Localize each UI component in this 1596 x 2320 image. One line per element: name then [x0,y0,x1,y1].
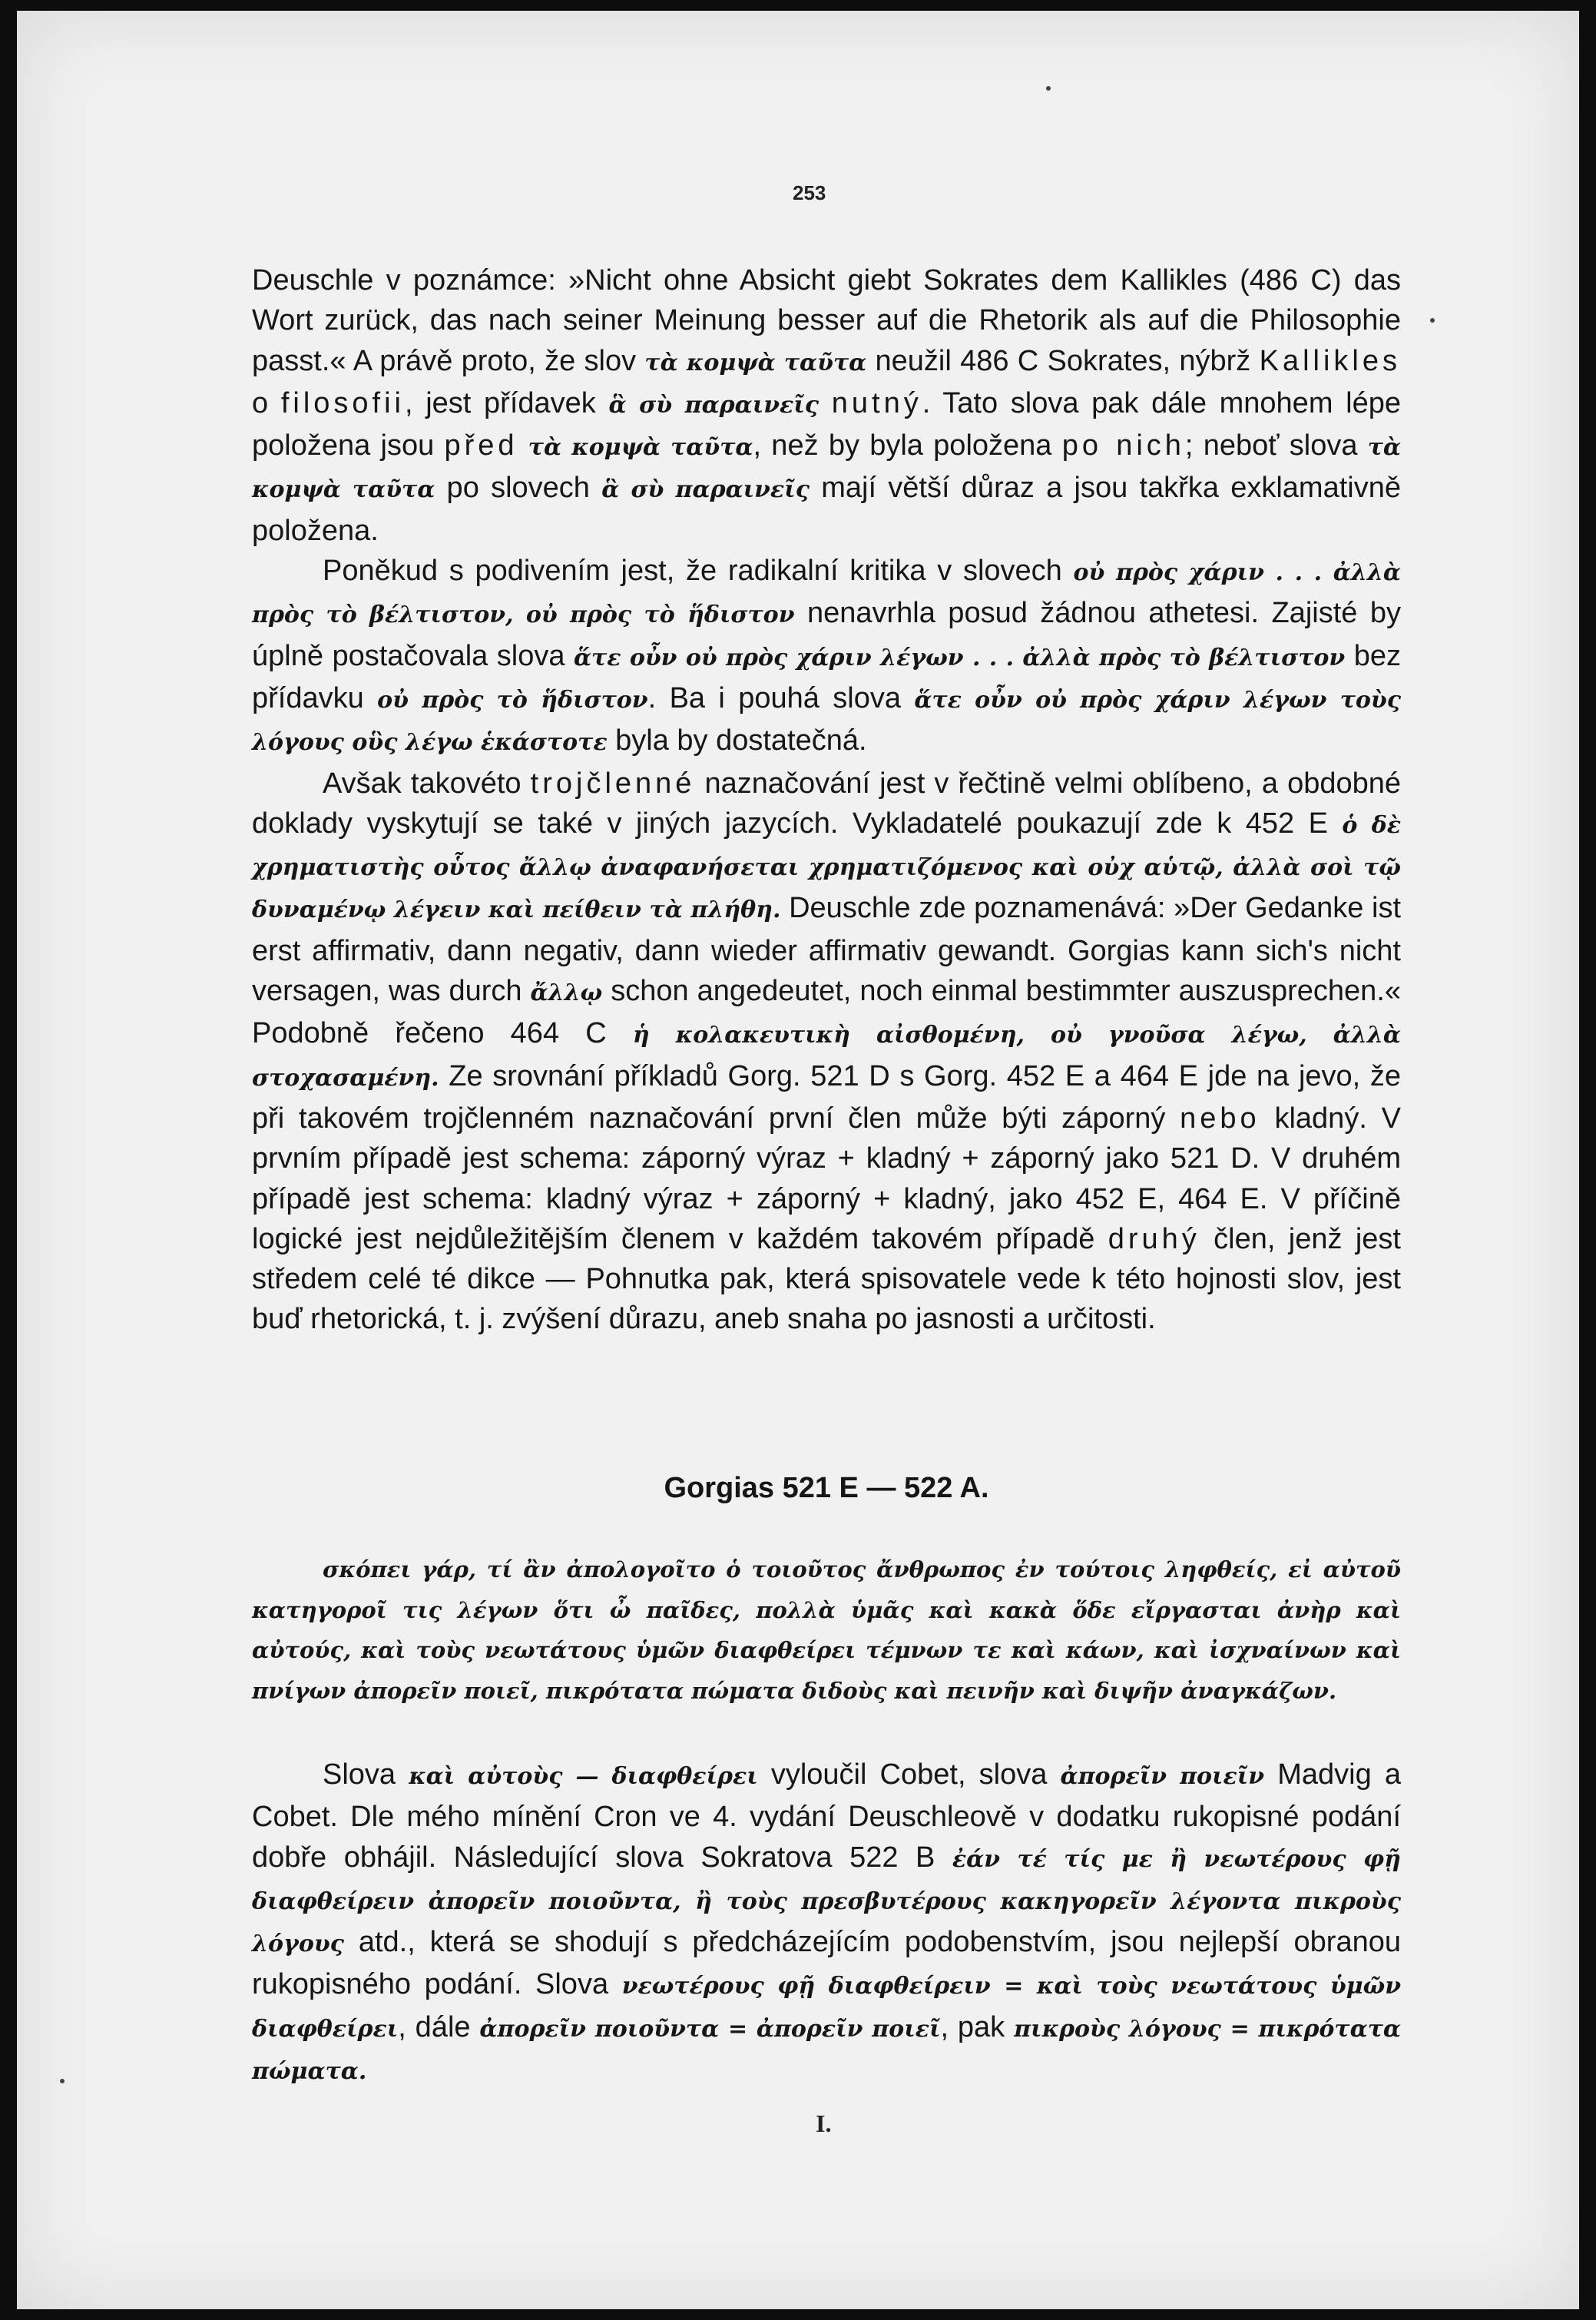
text-run: , dále [398,2010,480,2043]
spaced-emphasis: trojčlenné [530,767,696,800]
text-run: bez přídavku [252,639,1401,714]
greek-phrase: καὶ αὐτοὺς — διαφθείρει [409,1763,758,1790]
greek-phrase: ἅτε οὖν οὐ πρὸς χάριν λέγων . . . ἀλλὰ πρὸς τὸ βέλτιστον [573,644,1346,671]
greek-phrase: ἄλλῳ [530,979,603,1007]
greek-phrase: ἡ κολακευτικὴ αἰσθομένη, οὐ γνοῦσα λέγω, ἀλλὰ στοχασαμένη. [252,1022,1401,1092]
greek-phrase: ἃ σὺ παραινεῖς [601,476,810,504]
greek-quotation [252,1549,1401,1711]
text-run: , než by byla položena [753,429,1062,462]
text-run: Deuschle zde poznamenává: »Der Gedanke ist erst affirmativ, dann negativ, dann wieder affirmativ gewandt. Gorgias kann sich's nicht versagen, was durch [252,892,1401,1008]
signature-mark: I. [816,2110,832,2137]
spaced-emphasis: nebo [1180,1102,1260,1135]
greek-phrase: τὰ κομψὰ ταῦτα [644,349,867,376]
text-run: mají větší důraz a jsou takřka exklamativně položena. [252,472,1401,547]
text-run: Slova [323,1758,409,1791]
text-run: Avšak takovéto [323,767,531,800]
text-run: Ze srovnání příkladů Gorg. 521 D s Gorg. 452 E a 464 E jde na jevo, že při takovém trojčlenném naznačování první člen může býti záporný [252,1059,1401,1135]
section-heading: Gorgias 521 E — 522 A. [664,1472,989,1504]
text-run: kladný. V prvním případě jest schema: záporný výraz + kladný + záporný jako 521 D. V druhém případě jest schema: kladný výraz + záporný + kladný, jako 452 E, 464 E. V příčině logické jest nejdůležitějším členem v každém takovém případě [252,1102,1401,1255]
greek-phrase: τὰ κομψὰ ταῦτα [528,434,753,462]
text-block-lower [252,1755,1401,2092]
text-run: , jest přídavek [404,386,609,419]
paragraph [252,551,1401,763]
spaced-emphasis: druhý [1108,1222,1200,1255]
greek-phrase: ἀπορεῖν ποιεῖν [1060,1763,1265,1790]
spaced-emphasis: Kallikles [1259,344,1401,377]
scan-speck [1430,318,1435,323]
greek-phrase: ἀπορεῖν ποιοῦντα = ἀπορεῖν ποιεῖ [479,2015,941,2043]
scanned-page [17,11,1579,2309]
greek-phrase: νεωτέρους φῇ διαφθείρειν = καὶ τοὺς νεωτάτους ὑμῶν διαφθείρει [252,1973,1402,2043]
text-run: byla by dostatečná. [607,724,867,757]
greek-phrase: ἅτε οὖν οὐ πρὸς χάριν λέγων τοὺς λόγους οὓς λέγω ἑκάστοτε [252,686,1401,757]
text-run: Deuschle v poznámce: »Nicht ohne Absicht giebt Sokrates dem Kallikles (486 C) das Wort zurück, das nach seiner Meinung besser auf die Rhetorik als auf die Philosophie passt.« A právě proto, že slov [252,264,1401,377]
spaced-emphasis: filosofii [280,386,405,419]
text-run: . Tato slova pak dále mnohem lépe položena jsou [252,386,1401,462]
scan-speck [60,2079,65,2083]
greek-phrase: ἐάν τέ τίς με ἢ νεωτέρους φῇ διαφθείρειν ἀπορεῖν ποιοῦντα, ἢ τοὺς πρεσβυτέρους κακηγορεῖν λέγοντα πικροὺς λόγους [252,1845,1401,1958]
greek-quote-text: σκόπει γάρ, τί ἂν ἀπολογοῖτο ὁ τοιοῦτος ἄνθρωπος ἐν τούτοις ληφθείς, εἰ αὐτοῦ κατηγοροῖ τις λέγων ὅτι ὦ παῖδες, πολλὰ ὑμᾶς καὶ κακὰ ὅδε εἴργασται ἀνὴρ καὶ αὐτούς, καὶ τοὺς νεωτάτους ὑμῶν διαφθείρει τέμνων τε καὶ κάων, καὶ ἰσχναίνων καὶ πνίγων ἀπορεῖν ποιεῖ, πικρότατα πώματα διδοὺς καὶ πεινῆν καὶ διψῆν ἀναγκάζων. [252,1556,1401,1704]
text-run [518,429,528,462]
greek-phrase: πικροὺς λόγους = πικρότατα πώματα. [252,2015,1401,2086]
text-run [819,387,832,419]
spaced-emphasis: před [444,429,518,462]
text-run: . Ba i pouhá slova [647,681,915,714]
greek-phrase: ἃ σὺ παραινεῖς [608,391,820,419]
spaced-emphasis: nutný [831,386,922,419]
text-run: člen, jenž jest středem celé té dikce — Pohnutka pak, která spisovatele vede k této hojnosti slov, jest buď rhetorická, t. j. zvýšení důrazu, aneb snaha po jasnosti a určitosti. [252,1222,1401,1336]
paragraph [252,260,1401,551]
text-run: , pak [940,2010,1015,2043]
text-run: naznačování jest v řečtině velmi oblíbeno, a obdobné doklady vyskytují se také v jiných jazycích. Vykladatelé poukazují zde k 452 E [252,767,1402,840]
text-run: Madvig a Cobet. Dle mého mínění Cron ve 4. vydání Deuschleově v dodatku rukopisné podání dobře obhájil. Následující slova Sokratova 522 B [252,1758,1402,1874]
greek-phrase: ὁ δὲ χρηματιστὴς οὗτος ἄλλῳ ἀναφανήσεται χρηματιζόμενος καὶ οὐχ αὑτῷ, ἀλλὰ σοὶ τῷ δυναμένῳ λέγειν καὶ πείθειν τὰ πλήθη. [252,811,1401,924]
text-run: po slovech [435,472,602,505]
text-run: o [252,386,281,419]
text-run: neužil 486 C Sokrates, nýbrž [866,344,1260,377]
greek-phrase: οὐ πρὸς χάριν . . . ἀλλὰ πρὸς τὸ βέλτιστον, οὐ πρὸς τὸ ἥδιστον [252,559,1401,629]
paragraph [252,764,1401,1340]
paragraph [252,1755,1401,2092]
text-run: vyloučil Cobet, slova [757,1758,1061,1791]
greek-phrase: οὐ πρὸς τὸ ἥδιστον [377,686,648,714]
text-block-upper [252,260,1401,1340]
spaced-emphasis: po nich [1061,429,1185,462]
text-run: ; neboť slova [1184,429,1368,462]
greek-phrase: τὰ κομψὰ ταῦτα [252,434,1402,504]
page-number: 253 [793,181,826,204]
text-run: nenavrhla posud žádnou athetesi. Zajisté by úplně postačovala slova [252,597,1401,672]
scan-speck [1046,86,1051,91]
text-run: schon angedeutet, noch einmal bestimmter auszusprechen.« Podobně řečeno 464 C [252,975,1402,1050]
text-run: atd., která se shodují s předcházejícím podobenstvím, jsou nejlepší obranou rukopisného podání. Slova [252,1926,1401,2001]
text-run: Poněkud s podivením jest, že radikalní kritika v slovech [323,555,1074,588]
